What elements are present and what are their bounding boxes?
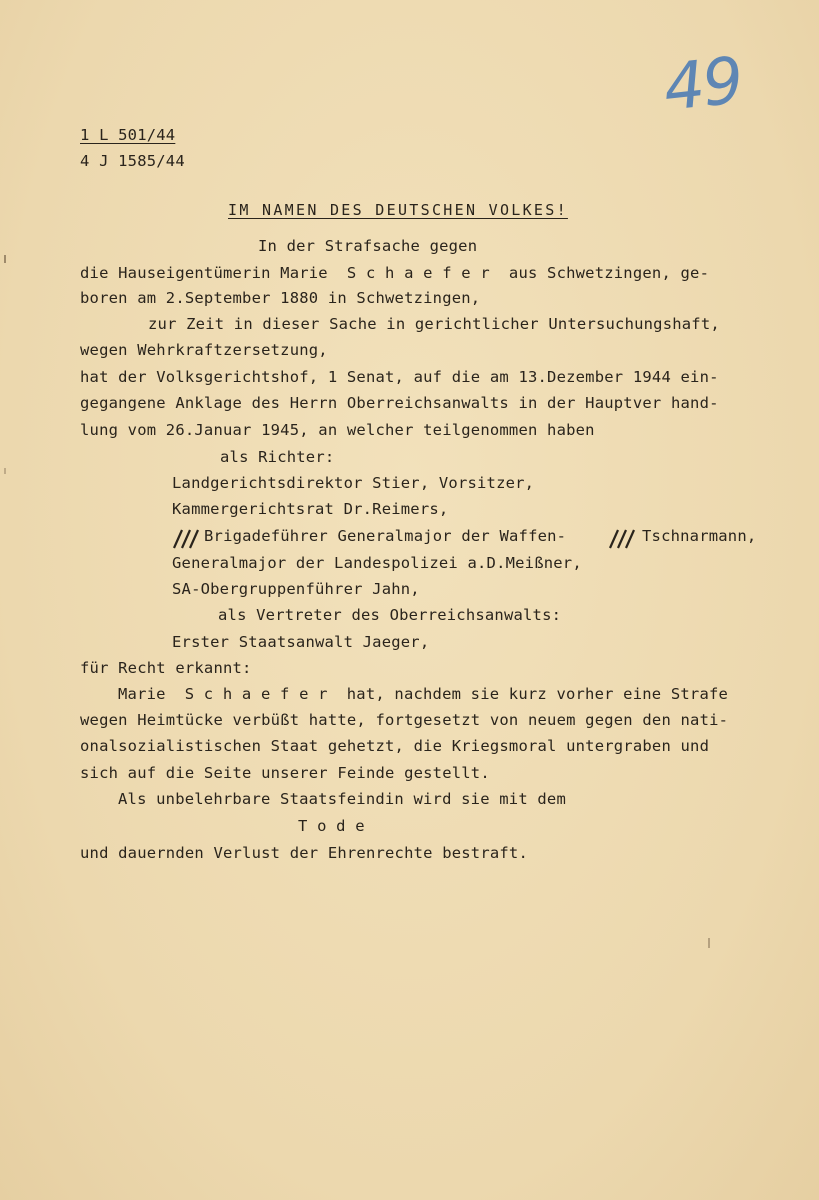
text-line-3: boren am 2.September 1880 in Schwetzingen,: [80, 289, 481, 307]
text-line-22: Als unbelehrbare Staatsfeindin wird sie mit dem: [118, 790, 566, 808]
text-line-23: T o d e: [298, 817, 365, 835]
document-heading: IM NAMEN DES DEUTSCHEN VOLKES!: [228, 201, 568, 219]
text-line-15: als Vertreter des Oberreichsanwalts:: [218, 606, 562, 624]
file-ref-1: 1 L 501/44: [80, 126, 176, 144]
text-line-14: SA-Obergruppenführer Jahn,: [172, 580, 420, 598]
text-line-17: für Recht erkannt:: [80, 659, 252, 677]
text-line-16: Erster Staatsanwalt Jaeger,: [172, 633, 430, 651]
text-line-18: Marie S c h a e f e r hat, nachdem sie kurz vorher eine Strafe: [118, 685, 729, 703]
text-line-4: zur Zeit in dieser Sache in gerichtlicher Untersuchungshaft,: [148, 315, 720, 333]
text-line-24: und dauernden Verlust der Ehrenrechte bestraft.: [80, 844, 528, 862]
text-line-8: lung vom 26.Januar 1945, an welcher teilgenommen haben: [80, 421, 595, 439]
text-line-13: Generalmajor der Landespolizei a.D.Meißner,: [172, 554, 582, 572]
text-line-20: onalsozialistischen Staat gehetzt, die Kriegsmoral untergraben und: [80, 737, 710, 755]
text-line-21: sich auf die Seite unserer Feinde gestellt.: [80, 764, 490, 782]
file-ref-2: 4 J 1585/44: [80, 152, 185, 170]
text-line-2: die Hauseigentümerin Marie S c h a e f e r aus Schwetzingen, ge-: [80, 264, 710, 282]
text-line-5: wegen Wehrkraftzersetzung,: [80, 341, 328, 359]
text-line-1: In der Strafsache gegen: [258, 237, 478, 255]
text-line-12: Brigadeführer Generalmajor der Waffen-: [204, 527, 567, 545]
text-line-7: gegangene Anklage des Herrn Oberreichsanwalts in der Hauptver hand-: [80, 394, 719, 412]
text-line-10: Landgerichtsdirektor Stier, Vorsitzer,: [172, 474, 535, 492]
text-line-9: als Richter:: [220, 448, 335, 466]
text-line-12b: Tschnarmann,: [642, 527, 757, 545]
text-line-6: hat der Volksgerichtshof, 1 Senat, auf die am 13.Dezember 1944 ein-: [80, 368, 719, 386]
text-line-11: Kammergerichtsrat Dr.Reimers,: [172, 500, 449, 518]
handwritten-folio-number: 49: [660, 44, 746, 126]
ss-runes-mark-1: [170, 524, 204, 554]
text-line-19: wegen Heimtücke verbüßt hatte, fortgesetzt von neuem gegen den nati-: [80, 711, 729, 729]
margin-mark-2: [4, 468, 6, 474]
margin-mark-1: [4, 255, 6, 263]
paper-speck: [708, 938, 710, 948]
ss-runes-mark-2: [606, 524, 640, 554]
